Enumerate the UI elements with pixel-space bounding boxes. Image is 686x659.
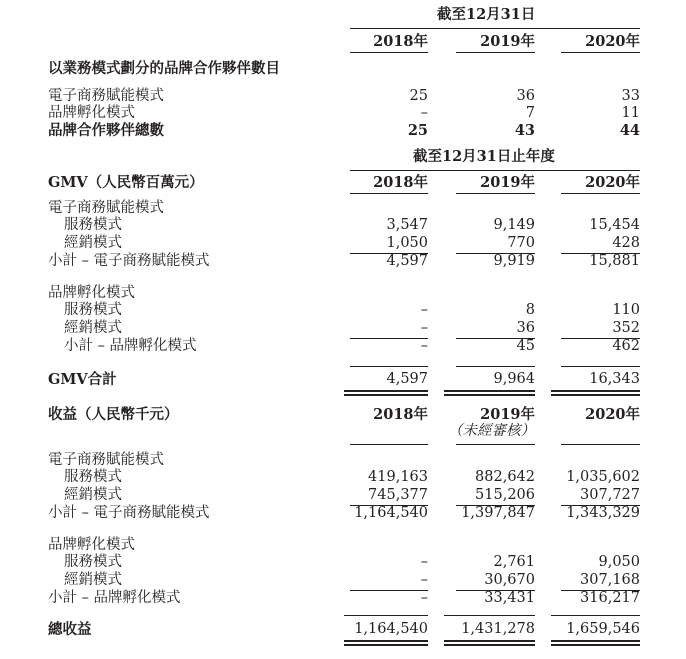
row-label: 服務模式 xyxy=(64,554,122,570)
row-label: 品牌孵化模式 xyxy=(48,105,135,121)
total-label: GMV合計 xyxy=(48,371,117,388)
total-rule-top xyxy=(551,615,640,616)
subtotal-label: 小計 – 品牌孵化模式 xyxy=(48,590,181,606)
subtotal-rule xyxy=(350,590,428,591)
double-rule xyxy=(344,394,428,396)
year-2019-header: 2019年 xyxy=(480,406,535,423)
double-rule xyxy=(444,390,535,392)
subtotal-rule xyxy=(350,338,428,339)
revenue-title: 收益（人民幣千元） xyxy=(48,406,179,423)
row-label: 經銷模式 xyxy=(64,487,122,503)
group-label: 品牌孵化模式 xyxy=(48,537,135,553)
cell: – xyxy=(420,320,428,336)
row-label: 電子商務賦能模式 xyxy=(48,88,164,104)
cell: 45 xyxy=(516,338,535,354)
row-label: 服務模式 xyxy=(64,217,122,233)
double-rule xyxy=(551,644,640,646)
cell: – xyxy=(420,302,428,318)
year-rule xyxy=(561,193,640,194)
year-2019-header: 2019年 xyxy=(480,174,535,191)
period-header-partners: 截至12月31日 xyxy=(437,6,536,23)
year-2018-header: 2018年 xyxy=(373,33,428,50)
cell: 770 xyxy=(507,235,535,251)
double-rule xyxy=(551,640,640,642)
subtotal-label: 小計 – 品牌孵化模式 xyxy=(64,338,197,354)
year-2018-header: 2018年 xyxy=(373,174,428,191)
cell: – xyxy=(420,572,428,588)
year-rule xyxy=(561,52,640,53)
double-rule xyxy=(344,390,428,392)
cell-total: 25 xyxy=(407,122,428,139)
cell: 1,397,847 xyxy=(461,505,535,521)
row-label: 經銷模式 xyxy=(64,235,122,251)
subtotal-label: 小計 – 電子商務賦能模式 xyxy=(48,253,210,269)
cell-total: 4,597 xyxy=(386,371,428,387)
cell: 2,761 xyxy=(493,554,535,570)
group-label: 電子商務賦能模式 xyxy=(48,452,164,468)
total-rule-top xyxy=(561,366,640,367)
year-2019-header: 2019年 xyxy=(480,33,535,50)
cell-total: 1,431,278 xyxy=(461,621,535,637)
double-rule xyxy=(444,640,535,642)
cell: 882,642 xyxy=(475,469,535,485)
double-rule xyxy=(444,644,535,646)
cell: 36 xyxy=(516,88,535,104)
cell: 33 xyxy=(621,88,640,104)
row-label: 服務模式 xyxy=(64,302,122,318)
cell: – xyxy=(420,105,428,121)
cell: 745,377 xyxy=(368,487,428,503)
section-title-partners: 以業務模式劃分的品牌合作夥伴數目 xyxy=(48,60,280,77)
cell: 419,163 xyxy=(368,469,428,485)
cell: 1,164,540 xyxy=(354,505,428,521)
cell-total: 16,343 xyxy=(589,371,640,387)
gmv-title: GMV（人民幣百萬元） xyxy=(48,174,204,191)
cell: 515,206 xyxy=(475,487,535,503)
row-label: 服務模式 xyxy=(64,469,122,485)
cell: 428 xyxy=(612,235,640,251)
double-rule xyxy=(551,390,640,392)
year-rule xyxy=(350,444,428,445)
cell: 1,343,329 xyxy=(566,505,640,521)
cell: 15,881 xyxy=(589,253,640,269)
group-label: 品牌孵化模式 xyxy=(48,285,135,301)
cell: 307,168 xyxy=(580,572,640,588)
row-label: 經銷模式 xyxy=(64,572,122,588)
cell: 316,217 xyxy=(580,590,640,606)
total-rule-top xyxy=(350,366,428,367)
cell: 1,035,602 xyxy=(566,469,640,485)
year-2020-header: 2020年 xyxy=(585,406,640,423)
cell-total: 1,164,540 xyxy=(354,621,428,637)
cell: 11 xyxy=(621,105,640,121)
cell: 7 xyxy=(525,105,535,121)
cell-total: 1,659,546 xyxy=(566,621,640,637)
cell: 25 xyxy=(409,88,428,104)
row-label-total: 品牌合作夥伴總數 xyxy=(48,122,164,139)
cell-total: 9,964 xyxy=(493,371,535,387)
cell-total: 43 xyxy=(514,122,535,139)
year-2018-header: 2018年 xyxy=(373,406,428,423)
cell: 30,670 xyxy=(484,572,535,588)
total-label: 總收益 xyxy=(48,621,92,638)
cell: 33,431 xyxy=(484,590,535,606)
cell: 8 xyxy=(525,302,535,318)
year-rule xyxy=(456,444,535,445)
row-label: 經銷模式 xyxy=(64,320,122,336)
total-rule-top xyxy=(444,615,535,616)
period-rule-partners xyxy=(350,28,640,29)
cell: – xyxy=(420,554,428,570)
period-header-gmv: 截至12月31日止年度 xyxy=(413,148,555,165)
cell: 110 xyxy=(612,302,640,318)
group-label: 電子商務賦能模式 xyxy=(48,200,164,216)
cell-total: 44 xyxy=(619,122,640,139)
subtotal-label: 小計 – 電子商務賦能模式 xyxy=(48,505,210,521)
cell: 352 xyxy=(612,320,640,336)
year-2020-header: 2020年 xyxy=(585,174,640,191)
year-rule xyxy=(350,52,428,53)
cell: 462 xyxy=(612,338,640,354)
cell: 15,454 xyxy=(589,217,640,233)
total-rule-top xyxy=(344,615,428,616)
cell: 9,919 xyxy=(493,253,535,269)
period-rule-gmv xyxy=(350,170,640,171)
double-rule xyxy=(551,394,640,396)
cell: – xyxy=(420,590,428,606)
cell: 1,050 xyxy=(386,235,428,251)
unaudited-note: （未經審核） xyxy=(448,423,535,439)
year-rule xyxy=(350,193,428,194)
cell: 3,547 xyxy=(386,217,428,233)
cell: 9,050 xyxy=(598,554,640,570)
year-rule xyxy=(456,193,535,194)
cell: 36 xyxy=(516,320,535,336)
cell: 9,149 xyxy=(493,217,535,233)
total-rule-top xyxy=(456,366,535,367)
year-rule xyxy=(561,444,640,445)
double-rule xyxy=(344,644,428,646)
year-2020-header: 2020年 xyxy=(585,33,640,50)
double-rule xyxy=(444,394,535,396)
cell: – xyxy=(420,338,428,354)
cell: 4,597 xyxy=(386,253,428,269)
double-rule xyxy=(344,640,428,642)
year-rule xyxy=(456,52,535,53)
cell: 307,727 xyxy=(580,487,640,503)
